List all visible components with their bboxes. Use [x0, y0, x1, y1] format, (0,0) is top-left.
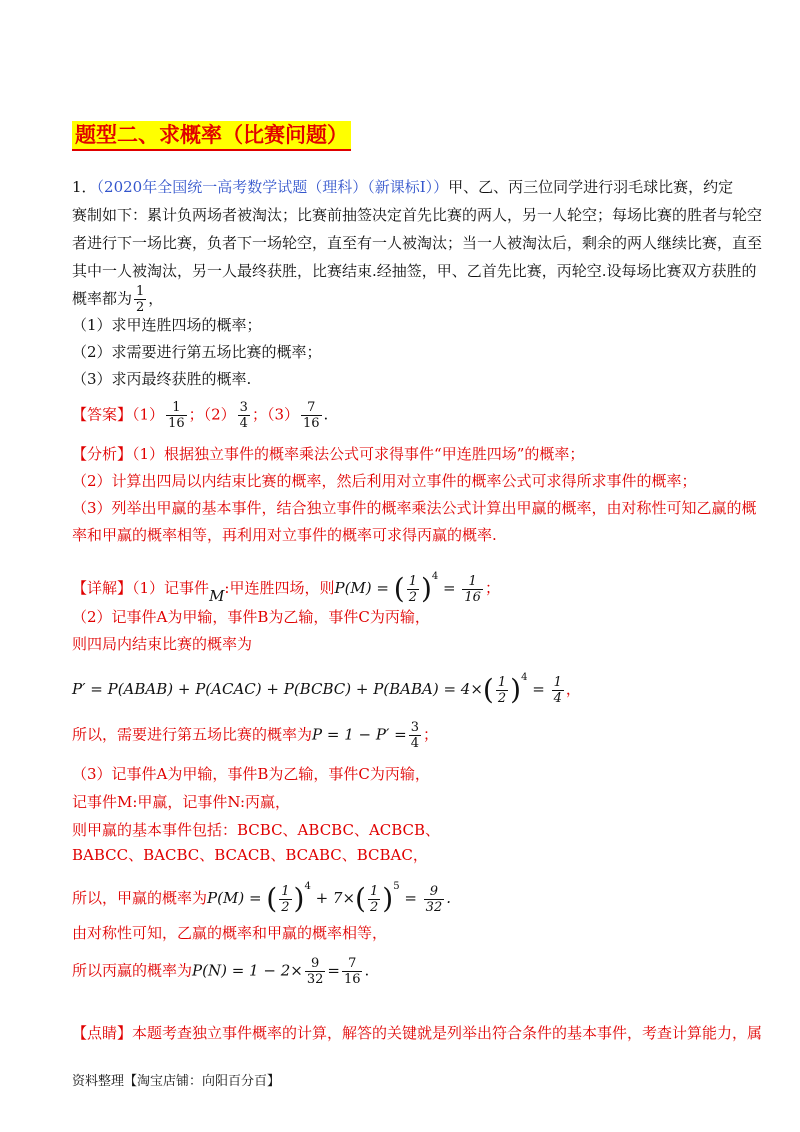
section-heading: 题型二、求概率（比赛问题） — [72, 121, 351, 151]
footer-note: 资料整理【淘宝店铺：向阳百分百】 — [72, 1074, 281, 1089]
detail-tag: 【详解】 — [72, 579, 133, 597]
problem-line-1 — [72, 176, 733, 198]
analysis-tag: 【分析】 — [72, 445, 133, 463]
fraction-one-half: $\frac{1}{2}$ — [136, 284, 145, 315]
detail-line-9: BABCC、BACBC、BCACB、BCABC、BCBAC， — [72, 846, 428, 864]
question-1: （1）求甲连胜四场的概率； — [72, 316, 262, 334]
analysis-line-2: （2）计算出四局以内结束比赛的概率，然后利用对立事件的概率公式可求得所求事件的概率； — [72, 472, 697, 490]
detail-line-8: 则甲赢的基本事件包括：BCBC、ABCBC、ACBCB、 — [72, 821, 441, 839]
problem-line-3: 者进行下一场比赛，负者下一场轮空，直至有一人被淘汰；当一人被淘汰后，剩余的两人继续比赛，直至 — [72, 234, 763, 252]
detail-line-5: 所以，需要进行第五场比赛的概率为P = 1 − P′ = $\frac{3}{4}$ ； — [72, 720, 438, 751]
problem-text-1: 甲、乙、丙三位同学进行羽毛球比赛，约定 — [448, 178, 734, 196]
problem-line-2: 赛制如下：累计负两场者被淘汰；比赛前抽签决定首先比赛的两人，另一人轮空；每场比赛的胜者与轮空 — [72, 206, 763, 224]
detail-line-7: 记事件M:甲赢，记事件N:丙赢， — [72, 793, 291, 811]
question-3: （3）求丙最终获胜的概率. — [72, 370, 252, 388]
comment-line: 【点睛】本题考查独立事件概率的计算，解答的关键就是列举出符合条件的基本事件，考查计算能力，属 — [72, 1024, 763, 1042]
analysis-line-4: 率和甲赢的概率相等，再利用对立事件的概率可求得丙赢的概率. — [72, 526, 497, 544]
analysis-line-3: （3）列举出甲赢的基本事件，结合独立事件的概率乘法公式计算出甲赢的概率，由对称性可知乙赢的概 — [72, 499, 757, 517]
answer-tag: 【答案】 — [72, 405, 133, 424]
analysis-line-1: 【分析】（1）根据独立事件的概率乘法公式可求得事件“甲连胜四场”的概率； — [72, 445, 585, 463]
detail-line-3: 则四局内结束比赛的概率为 — [72, 635, 253, 653]
detail-line-11: 由对称性可知，乙赢的概率和甲赢的概率相等， — [72, 924, 388, 942]
problem-source: （2020年全国统一高考数学试题（理科）（新课标Ⅰ）） — [96, 178, 449, 196]
detail-line-1: 【详解】（1）记事件M:甲连胜四场，则P(M) = ( $\frac{1}{2}$ )$^4$ = $\frac{1}{16}$ ； — [72, 571, 500, 605]
question-2: （2）求需要进行第五场比赛的概率； — [72, 343, 322, 361]
problem-number: 1． — [72, 178, 97, 196]
comment-tag: 【点睛】 — [72, 1024, 133, 1042]
problem-line-4: 其中一人被淘汰，另一人最终获胜，比赛结束.经抽签，甲、乙首先比赛，丙轮空.设每场比赛双方获胜的 — [72, 262, 757, 280]
detail-line-12: 所以丙赢的概率为P(N) = 1 − 2× $\frac{9}{32}$ = $\frac{7}{16}$ . — [72, 956, 370, 987]
detail-formula-1: P′ = P(ABAB) + P(ACAC) + P(BCBC) + P(BABA) = 4×( $\frac{1}{2}$ )$^4$ = $\frac{1}{4}$ ， — [72, 672, 581, 706]
detail-line-6: （3）记事件A为甲输，事件B为乙输，事件C为丙输， — [72, 765, 430, 783]
problem-line-5: 概率都为 $\frac{1}{2}$ ， — [72, 284, 164, 315]
detail-line-2: （2）记事件A为甲输，事件B为乙输，事件C为丙输， — [72, 608, 430, 626]
detail-line-10: 所以，甲赢的概率为P(M) = ( $\frac{1}{2}$ )$^4$ + 7×( $\frac{1}{2}$ )$^5$ = $\frac{9}{32}$ . — [72, 881, 451, 915]
answer-line: 【答案】（1） $\frac{1}{16}$ ；（2） $\frac{3}{4}$ ；（3） $\frac{7}{16}$ . — [72, 400, 329, 431]
